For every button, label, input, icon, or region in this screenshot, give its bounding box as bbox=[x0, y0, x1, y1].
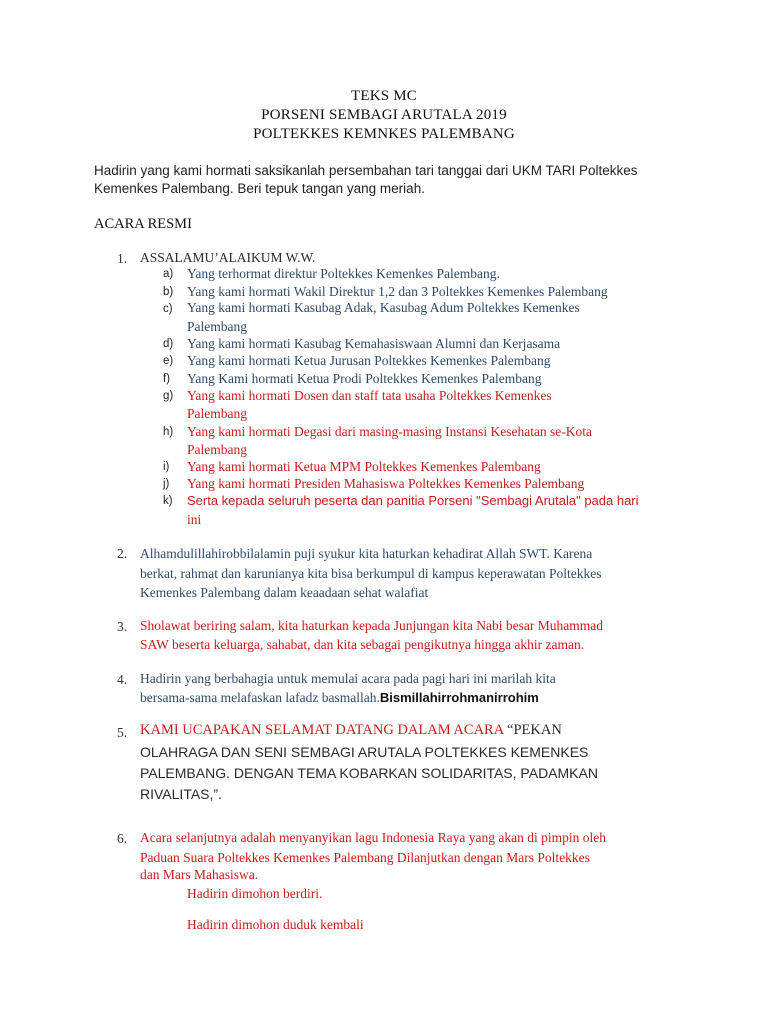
item-3-line-1: Sholawat beriring salam, kita haturkan kepada Junjungan kita Nabi besar Muhammad bbox=[140, 618, 603, 633]
sub-h-text-2: Palembang bbox=[187, 442, 247, 457]
sub-i-letter: i) bbox=[163, 461, 170, 473]
sub-b-letter: b) bbox=[163, 286, 174, 298]
sub-g-letter: g) bbox=[163, 390, 174, 402]
item-3-number: 3. bbox=[117, 619, 128, 634]
title-line-1: TEKS MC bbox=[351, 88, 417, 104]
item-4-number: 4. bbox=[117, 672, 128, 687]
sub-f-letter: f) bbox=[163, 373, 171, 385]
sit-instruction: Hadirin dimohon duduk kembali bbox=[187, 917, 364, 932]
item-6-line-1: Acara selanjutnya adalah menyanyikan lagu Indonesia Raya yang akan di pimpin oleh bbox=[140, 830, 606, 845]
sub-c-text-1: Yang kami hormati Kasubag Adak, Kasubag Adum Poltekkes Kemenkes bbox=[187, 300, 580, 315]
item-1-number: 1. bbox=[117, 251, 128, 266]
sub-i-text: Yang kami hormati Ketua MPM Poltekkes Kemenkes Palembang bbox=[187, 459, 541, 474]
item-4-line-1: Hadirin yang berbahagia untuk memulai acara pada pagi hari ini marilah kita bbox=[140, 671, 556, 686]
title-line-2: PORSENI SEMBAGI ARUTALA 2019 bbox=[261, 107, 507, 123]
item-6-line-2: Paduan Suara Poltekkes Kemenkes Palembang Dilanjutkan dengan Mars Poltekkes bbox=[140, 850, 590, 865]
sub-k-text-2: ini bbox=[187, 512, 202, 527]
welcome-event-open: “PEKAN bbox=[507, 722, 562, 738]
sub-k-letter: k) bbox=[163, 495, 173, 507]
sub-d-text: Yang kami hormati Kasubag Kemahasiswaan Alumni dan Kerjasama bbox=[187, 336, 561, 351]
item-3-line-2: SAW beserta keluarga, sahabat, dan kita sebagai pengikutnya hingga akhir zaman. bbox=[140, 637, 585, 652]
sub-k-text-1: Serta kepada seluruh peserta dan panitia Porseni "Sembagi Arutala" pada hari bbox=[187, 493, 639, 508]
intro-line-2: Kemenkes Palembang. Beri tepuk tangan yang meriah. bbox=[94, 181, 425, 196]
sub-e-letter: e) bbox=[163, 355, 174, 367]
sub-g-text-1: Yang kami hormati Dosen dan staff tata usaha Poltekkes Kemenkes bbox=[187, 388, 552, 403]
basmallah-bold: Bismillahirrohmanirrohim bbox=[379, 690, 539, 705]
sub-h-letter: h) bbox=[163, 426, 174, 438]
sub-h-text-1: Yang kami hormati Degasi dari masing-masing Instansi Kesehatan se-Kota bbox=[187, 424, 593, 439]
sub-g-text-2: Palembang bbox=[187, 406, 247, 421]
sub-b-text: Yang kami hormati Wakil Direktur 1,2 dan 3 Poltekkes Kemenkes Palembang bbox=[187, 284, 608, 299]
intro-line-1: Hadirin yang kami hormati saksikanlah persembahan tari tanggai dari UKM TARI Poltekkes bbox=[94, 163, 638, 178]
sub-j-letter: j) bbox=[163, 478, 170, 490]
item-2-line-3: Kemenkes Palembang dalam keaadaan sehat walafiat bbox=[140, 585, 429, 600]
item-5-line-1 bbox=[140, 722, 562, 739]
item-2-number: 2. bbox=[117, 546, 128, 561]
item-6-number: 6. bbox=[117, 831, 128, 846]
item-5-line-3: PALEMBANG. DENGAN TEMA KOBARKAN SOLIDARITAS, PADAMKAN bbox=[140, 765, 598, 781]
item-1-text: ASSALAMU’ALAIKUM W.W. bbox=[140, 250, 316, 265]
item-4-line-2 bbox=[140, 690, 539, 706]
sub-e-text: Yang kami hormati Ketua Jurusan Poltekkes Kemenkes Palembang bbox=[187, 353, 551, 368]
title-line-3: POLTEKKES KEMNKES PALEMBANG bbox=[253, 126, 515, 142]
item-5-number: 5. bbox=[117, 725, 128, 740]
sub-c-text-2: Palembang bbox=[187, 319, 247, 334]
sub-d-letter: d) bbox=[163, 338, 174, 350]
item-5-line-2: OLAHRAGA DAN SENI SEMBAGI ARUTALA POLTEKKES KEMENKES bbox=[140, 744, 589, 760]
item-6-line-3: dan Mars Mahasiswa. bbox=[140, 867, 259, 882]
sub-a-text: Yang terhormat direktur Poltekkes Kemenkes Palembang. bbox=[187, 266, 500, 281]
stand-instruction: Hadirin dimohon berdiri. bbox=[187, 886, 323, 901]
sub-a-letter: a) bbox=[163, 268, 174, 280]
section-title: ACARA RESMI bbox=[94, 216, 192, 232]
sub-j-text: Yang kami hormati Presiden Mahasiswa Poltekkes Kemenkes Palembang bbox=[187, 476, 585, 491]
item-5-line-4: RIVALITAS,”. bbox=[140, 786, 222, 802]
item-2-line-2: berkat, rahmat dan karunianya kita bisa berkumpul di kampus keperawatan Poltekkes bbox=[140, 566, 602, 581]
item-2-line-1: Alhamdulillahirobbilalamin puji syukur kita haturkan kehadirat Allah SWT. Karena bbox=[140, 546, 593, 561]
welcome-red-text: KAMI UCAPAKAN SELAMAT DATANG DALAM ACARA bbox=[140, 722, 508, 738]
item-4-line-2-text: bersama-sama melafaskan lafadz basmallah. bbox=[140, 690, 380, 705]
sub-f-text: Yang Kami hormati Ketua Prodi Poltekkes Kemenkes Palembang bbox=[187, 371, 542, 386]
sub-c-letter: c) bbox=[163, 303, 173, 315]
